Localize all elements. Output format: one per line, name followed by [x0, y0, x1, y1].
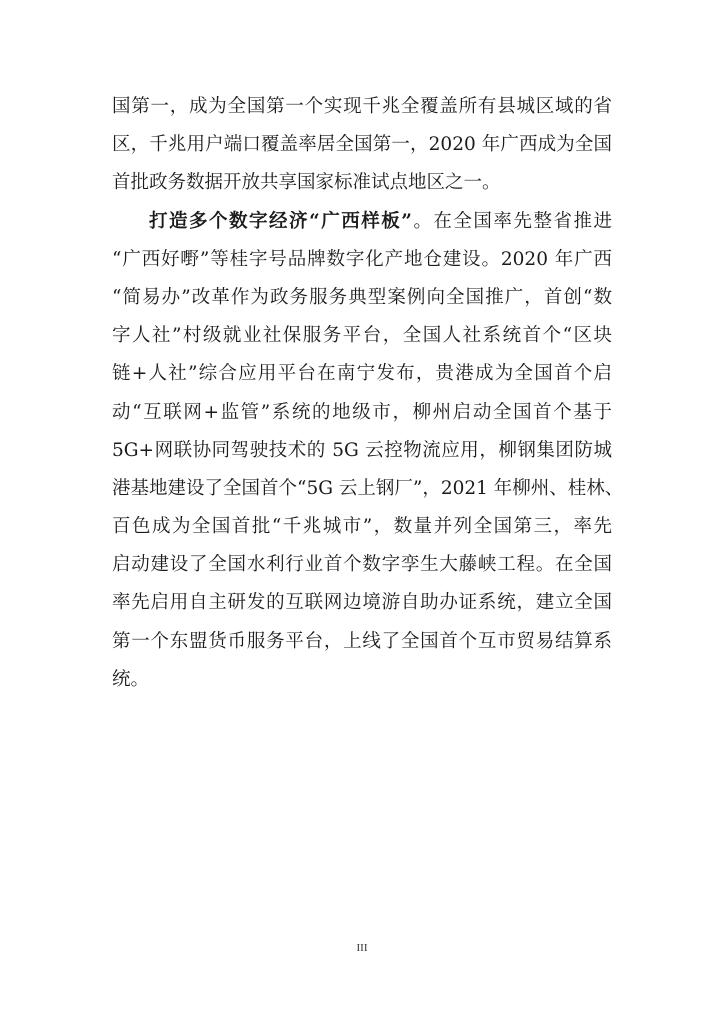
text-line: 启动建设了全国水利行业首个数字孪生大藤峡工程。在全国 — [112, 554, 612, 576]
text-line: 港基地建设了全国首个“5G 云上钢厂”，2021 年柳州、桂林、 — [112, 477, 624, 499]
text-line: 区，千兆用户端口覆盖率居全国第一，2020 年广西成为全国 — [112, 134, 612, 156]
paragraph-1 — [112, 88, 612, 203]
text-line: 百色成为全国首批“千兆城市”，数量并列全国第三，率先 — [112, 516, 612, 538]
text-line — [112, 203, 612, 241]
text-run: 。在全国率先整省推进 — [411, 210, 612, 232]
text-line: 链+人社”综合应用平台在南宁发布，贵港成为全国首个启 — [112, 363, 612, 385]
text-line: “广西好嘢”等桂字号品牌数字化产地仓建设。2020 年广西 — [112, 248, 612, 270]
text-line: 统。 — [112, 668, 150, 690]
text-line: 动“互联网+监管”系统的地级市，柳州启动全国首个基于 — [112, 401, 612, 423]
text-line: 第一个东盟货币服务平台，上线了全国首个互市贸易结算系 — [112, 630, 612, 652]
page-number: III — [356, 942, 368, 954]
body-text — [112, 88, 624, 699]
text-line: 字人社”村级就业社保服务平台，全国人社系统首个“区块 — [112, 325, 612, 347]
text-line: 首批政务数据开放共享国家标准试点地区之一。 — [112, 172, 501, 194]
text-line: 率先启用自主研发的互联网边境游自助办证系统，建立全国 — [112, 592, 612, 614]
text-line: 5G+网联协同驾驶技术的 5G 云控物流应用，柳钢集团防城 — [112, 439, 612, 461]
paragraph-2 — [112, 203, 624, 699]
text-line: 国第一，成为全国第一个实现千兆全覆盖所有县城区域的省 — [112, 96, 612, 117]
bold-heading: 打造多个数字经济“广西样板” — [149, 210, 412, 232]
text-line: “简易办”改革作为政务服务典型案例向全国推广，首创“数 — [112, 286, 612, 308]
